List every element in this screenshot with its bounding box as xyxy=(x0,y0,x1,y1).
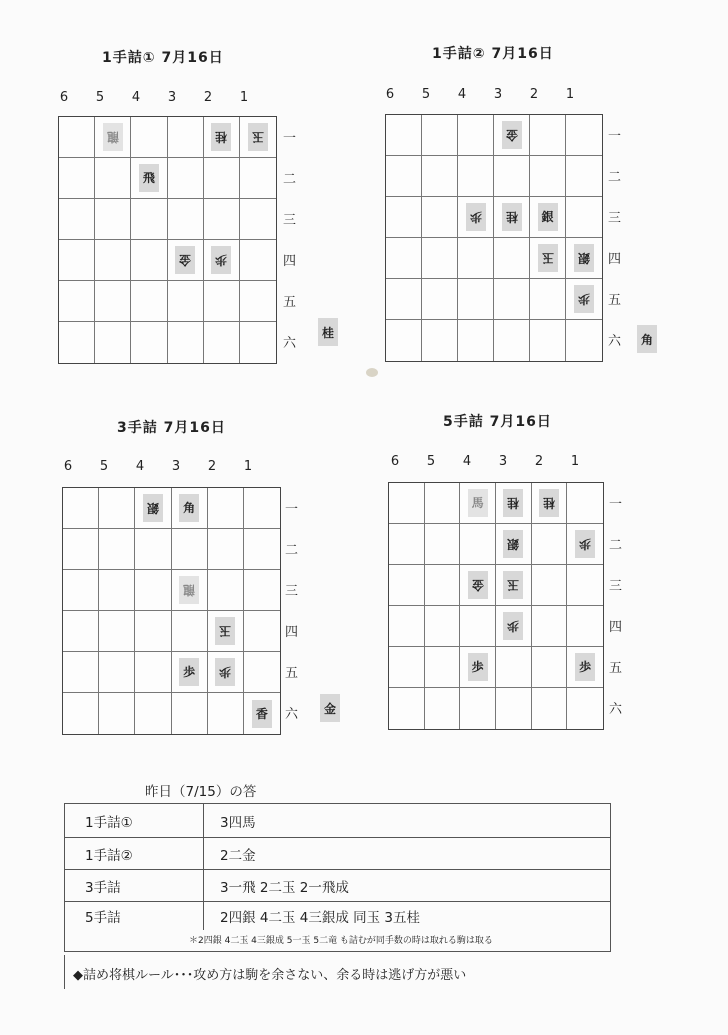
attacker-piece: 香 xyxy=(252,700,272,728)
board-cell xyxy=(240,158,276,199)
board-cell xyxy=(59,158,95,199)
board-cell xyxy=(131,158,167,199)
answer-value: 2四銀 4二玉 4三銀成 同玉 3五桂 xyxy=(204,902,611,930)
board-cell xyxy=(244,529,280,570)
opponent-piece: 玉 xyxy=(538,244,558,272)
board-cell xyxy=(135,611,171,652)
board-cell xyxy=(386,197,422,238)
shogi-board xyxy=(58,116,277,364)
opponent-piece: 銀 xyxy=(503,530,523,558)
board-cell xyxy=(458,238,494,279)
board-cell xyxy=(135,529,171,570)
shogi-board xyxy=(385,114,603,362)
board-cell xyxy=(168,322,204,363)
board-cell xyxy=(494,320,530,361)
attacker-piece: 歩 xyxy=(575,653,595,681)
board-cell xyxy=(59,240,95,281)
board-cell xyxy=(532,483,568,524)
row-labels: 一 二 三 四 五 六 xyxy=(608,129,622,349)
board-cell xyxy=(494,197,530,238)
board-cell xyxy=(95,322,131,363)
rule-left-border xyxy=(64,955,65,989)
board-cell xyxy=(95,240,131,281)
board-cell xyxy=(63,611,99,652)
board-cell xyxy=(59,281,95,322)
board-cell xyxy=(566,197,602,238)
board-cell xyxy=(566,238,602,279)
shogi-board xyxy=(388,482,604,730)
board-cell xyxy=(99,611,135,652)
attacker-piece: 馬 xyxy=(468,489,488,517)
board-cell xyxy=(386,238,422,279)
board-cell xyxy=(566,279,602,320)
board-cell xyxy=(386,156,422,197)
board-cell xyxy=(63,488,99,529)
board-cell xyxy=(240,240,276,281)
board-cell xyxy=(135,570,171,611)
board-cell xyxy=(567,606,603,647)
board-cell xyxy=(63,570,99,611)
answer-value: 3四馬 xyxy=(204,804,611,838)
board-cell xyxy=(532,688,568,729)
board-cell xyxy=(496,647,532,688)
board-cell xyxy=(389,606,425,647)
board-cell xyxy=(135,693,171,734)
board-cell xyxy=(422,197,458,238)
opponent-piece: 金 xyxy=(468,571,488,599)
board-cell xyxy=(496,606,532,647)
opponent-piece: 桂 xyxy=(502,203,522,231)
board-cell xyxy=(63,652,99,693)
answer-label: 5手詰 xyxy=(65,902,204,930)
board-cell xyxy=(530,320,566,361)
board-cell xyxy=(95,158,131,199)
table-row xyxy=(65,804,611,838)
board-cell xyxy=(99,652,135,693)
board-cell xyxy=(460,483,496,524)
answer-note: ＊2四銀 4二玉 4三銀成 5一玉 5二竜 も詰むが同手数の時は取れる駒は取る xyxy=(65,930,611,952)
board-cell xyxy=(532,647,568,688)
board-cell xyxy=(425,647,461,688)
board-cell xyxy=(244,488,280,529)
board-cell xyxy=(494,115,530,156)
board-cell xyxy=(458,115,494,156)
board-cell xyxy=(99,529,135,570)
opponent-piece: 龍 xyxy=(179,576,199,604)
board-cell xyxy=(389,565,425,606)
board-cell xyxy=(532,565,568,606)
board-cell xyxy=(425,565,461,606)
board-cell xyxy=(530,115,566,156)
opponent-piece: 歩 xyxy=(503,612,523,640)
board-cell xyxy=(567,688,603,729)
board-cell xyxy=(172,693,208,734)
board-cell xyxy=(204,158,240,199)
board-cell xyxy=(208,570,244,611)
attacker-piece: 飛 xyxy=(139,164,159,192)
board-cell xyxy=(208,529,244,570)
board-cell xyxy=(386,320,422,361)
board-cell xyxy=(458,197,494,238)
opponent-piece: 玉 xyxy=(248,123,268,151)
rule-text: ◆詰め将棋ルール･･･攻め方は駒を余さない、余る時は逃げ方が悪い xyxy=(73,968,467,983)
board-cell xyxy=(172,611,208,652)
answer-value: 2二金 xyxy=(204,838,611,870)
board-cell xyxy=(532,606,568,647)
board-cell xyxy=(496,688,532,729)
board-cell xyxy=(204,322,240,363)
opponent-piece: 玉 xyxy=(503,571,523,599)
board-cell xyxy=(244,652,280,693)
opponent-piece: 金 xyxy=(175,246,195,274)
board-cell xyxy=(63,529,99,570)
board-cell xyxy=(386,279,422,320)
board-cell xyxy=(172,652,208,693)
board-cell xyxy=(494,156,530,197)
row-labels: 一 二 三 四 五 六 xyxy=(285,502,299,722)
board-cell xyxy=(494,279,530,320)
board-cell xyxy=(530,197,566,238)
puzzle-title: 1手詰① 7月16日 xyxy=(102,50,224,66)
board-cell xyxy=(422,238,458,279)
board-cell xyxy=(244,693,280,734)
answer-label: 1手詰② xyxy=(65,838,204,870)
board-cell xyxy=(389,524,425,565)
row-labels: 一 二 三 四 五 六 xyxy=(609,497,623,717)
table-row xyxy=(65,930,611,952)
board-cell xyxy=(567,524,603,565)
attacker-piece: 銀 xyxy=(538,203,558,231)
board-cell xyxy=(131,117,167,158)
board-cell xyxy=(422,279,458,320)
board-cell xyxy=(458,320,494,361)
puzzle-title: 3手詰 7月16日 xyxy=(117,420,226,436)
column-labels: 6 5 4 3 2 1 xyxy=(59,90,249,105)
board-cell xyxy=(59,322,95,363)
board-cell xyxy=(59,199,95,240)
board-cell xyxy=(204,199,240,240)
opponent-piece: 歩 xyxy=(575,530,595,558)
board-cell xyxy=(240,322,276,363)
board-cell xyxy=(425,483,461,524)
board-cell xyxy=(496,565,532,606)
piece-in-hand: 桂 xyxy=(318,318,338,346)
opponent-piece: 金 xyxy=(502,121,522,149)
paper-stain xyxy=(366,368,378,377)
board-cell xyxy=(240,199,276,240)
opponent-piece: 桂 xyxy=(503,489,523,517)
attacker-piece: 角 xyxy=(179,494,199,522)
board-cell xyxy=(425,606,461,647)
board-cell xyxy=(460,688,496,729)
table-row xyxy=(65,870,611,902)
board-cell xyxy=(566,115,602,156)
board-cell xyxy=(386,115,422,156)
board-cell xyxy=(99,570,135,611)
board-cell xyxy=(95,117,131,158)
puzzle-title: 1手詰② 7月16日 xyxy=(432,46,554,62)
board-cell xyxy=(172,529,208,570)
board-cell xyxy=(425,524,461,565)
column-labels: 6 5 4 3 2 1 xyxy=(390,454,580,469)
board-cell xyxy=(389,483,425,524)
board-cell xyxy=(240,117,276,158)
board-cell xyxy=(425,688,461,729)
board-cell xyxy=(135,488,171,529)
opponent-piece: 銀 xyxy=(574,244,594,272)
board-cell xyxy=(131,240,167,281)
board-cell xyxy=(131,322,167,363)
piece-in-hand: 角 xyxy=(637,325,657,353)
board-cell xyxy=(95,281,131,322)
board-cell xyxy=(131,199,167,240)
board-cell xyxy=(494,238,530,279)
board-cell xyxy=(244,570,280,611)
board-cell xyxy=(422,320,458,361)
board-cell xyxy=(204,281,240,322)
opponent-piece: 歩 xyxy=(211,246,231,274)
board-cell xyxy=(168,199,204,240)
column-labels: 6 5 4 3 2 1 xyxy=(385,87,575,102)
shogi-board xyxy=(62,487,281,735)
board-cell xyxy=(567,565,603,606)
board-cell xyxy=(208,488,244,529)
board-cell xyxy=(204,240,240,281)
board-cell xyxy=(460,565,496,606)
board-cell xyxy=(95,199,131,240)
board-cell xyxy=(168,281,204,322)
board-cell xyxy=(460,606,496,647)
opponent-piece: 桂 xyxy=(539,489,559,517)
opponent-piece: 玉 xyxy=(215,617,235,645)
board-cell xyxy=(63,693,99,734)
board-cell xyxy=(204,117,240,158)
board-cell xyxy=(422,115,458,156)
attacker-piece: 歩 xyxy=(468,653,488,681)
board-cell xyxy=(566,156,602,197)
column-labels: 6 5 4 3 2 1 xyxy=(63,459,253,474)
board-cell xyxy=(99,488,135,529)
opponent-piece: 歩 xyxy=(466,203,486,231)
piece-in-hand: 金 xyxy=(320,694,340,722)
board-cell xyxy=(168,240,204,281)
opponent-piece: 歩 xyxy=(215,658,235,686)
opponent-piece: 龍 xyxy=(103,123,123,151)
answers-title: 昨日（7/15）の答 xyxy=(145,784,257,800)
board-cell xyxy=(460,524,496,565)
board-cell xyxy=(389,647,425,688)
answer-label: 1手詰① xyxy=(65,804,204,838)
attacker-piece: 歩 xyxy=(179,658,199,686)
board-cell xyxy=(532,524,568,565)
board-cell xyxy=(208,693,244,734)
opponent-piece: 歩 xyxy=(574,285,594,313)
board-cell xyxy=(458,156,494,197)
board-cell xyxy=(567,647,603,688)
board-cell xyxy=(567,483,603,524)
board-cell xyxy=(99,693,135,734)
answers-table xyxy=(64,803,611,952)
board-cell xyxy=(168,158,204,199)
board-cell xyxy=(208,611,244,652)
row-labels: 一 二 三 四 五 六 xyxy=(283,131,297,351)
board-cell xyxy=(131,281,167,322)
board-cell xyxy=(496,524,532,565)
board-cell xyxy=(135,652,171,693)
puzzle-title: 5手詰 7月16日 xyxy=(443,414,552,430)
board-cell xyxy=(240,281,276,322)
board-cell xyxy=(496,483,532,524)
board-cell xyxy=(172,488,208,529)
answer-label: 3手詰 xyxy=(65,870,204,902)
opponent-piece: 銀 xyxy=(143,494,163,522)
table-row xyxy=(65,902,611,930)
board-cell xyxy=(168,117,204,158)
board-cell xyxy=(530,279,566,320)
board-cell xyxy=(530,156,566,197)
board-cell xyxy=(244,611,280,652)
opponent-piece: 桂 xyxy=(211,123,231,151)
board-cell xyxy=(59,117,95,158)
board-cell xyxy=(422,156,458,197)
board-cell xyxy=(530,238,566,279)
board-cell xyxy=(172,570,208,611)
table-row xyxy=(65,838,611,870)
board-cell xyxy=(208,652,244,693)
board-cell xyxy=(566,320,602,361)
board-cell xyxy=(460,647,496,688)
answer-value: 3一飛 2二玉 2一飛成 xyxy=(204,870,611,902)
board-cell xyxy=(389,688,425,729)
board-cell xyxy=(458,279,494,320)
